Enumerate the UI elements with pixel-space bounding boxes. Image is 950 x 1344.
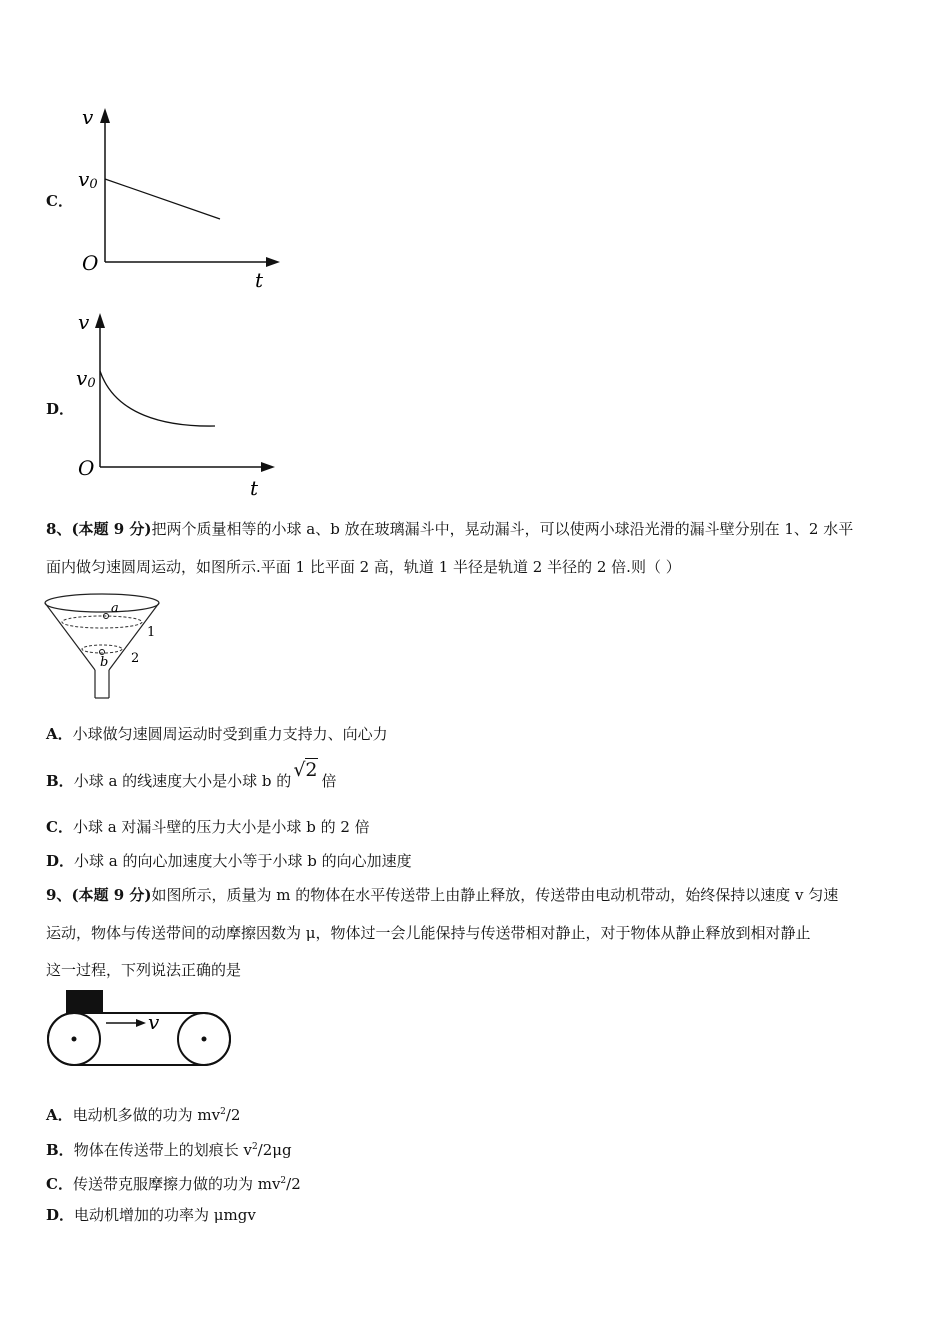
velocity-arrowhead [136,1019,146,1027]
q8-option-b: B．小球 a 的线速度大小是小球 b 的 √2 倍 [46,759,337,790]
left-pulley-axle [72,1037,77,1042]
q8-stem-line2: 面内做匀速圆周运动，如图所示.平面 1 比平面 2 高，轨道 1 半径是轨道 2 半径的 2 倍.则（ ） [46,558,681,576]
velocity-time-graph-d [70,305,290,500]
belt-left-wrap [48,1013,74,1065]
v0-label: v0 [76,366,96,391]
funnel-rim [45,594,159,612]
t-axis-arrow [261,462,275,472]
q9-option-c: C．传送带克服摩擦力做的功为 $mv^2/2$ [46,1175,301,1193]
v-axis-label: v [78,310,90,334]
belt-right-wrap [204,1013,230,1065]
decay-curve [100,371,215,426]
t-axis-label: t [250,476,259,500]
origin-label: O [78,456,95,480]
v-axis-arrow [100,108,110,123]
funnel-wall-left [45,603,95,670]
conveyor-belt-figure [40,985,240,1070]
q9-option-d: D．电动机增加的功率为 μmgv [46,1206,256,1224]
orbit-1 [62,616,142,628]
right-pulley-axle [202,1037,207,1042]
plane-1-label: 1 [147,625,156,640]
t-axis-arrow [266,257,280,267]
v0-label: v0 [78,167,98,192]
option-d-label: D． [46,400,75,418]
ball-a-label: a [111,601,119,616]
origin-label: O [82,251,99,275]
ball-b [100,650,105,655]
v-axis-arrow [95,313,105,328]
q9-option-b: B．物体在传送带上的划痕长 $v^2/2\mu g$ [46,1141,292,1159]
funnel-figure [40,588,170,703]
decreasing-line [105,179,220,219]
sqrt-2: √2 [293,759,318,781]
q8-option-a: A．小球做匀速圆周运动时受到重力支持力、向心力 [46,725,388,743]
q9-option-a: A．电动机多做的功为 $mv^2/2$ [46,1106,241,1124]
t-axis-label: t [255,268,264,292]
velocity-label: v [148,1010,160,1034]
q8-stem-line1: 8、(本题 9 分)把两个质量相等的小球 a、b 放在玻璃漏斗中，晃动漏斗，可以使两小球沿光滑的漏斗壁分别在 1、2 水平 [46,520,854,538]
q8-option-c: C．小球 a 对漏斗壁的压力大小是小球 b 的 2 倍 [46,818,370,836]
q9-stem-line1: 9、(本题 9 分)如图所示，质量为 m 的物体在水平传送带上由静止释放，传送带由电动机带动，始终保持以速度 v 匀速 [46,886,839,904]
q9-stem-line2: 运动，物体与传送带间的动摩擦因数为 μ，物体过一会儿能保持与传送带相对静止，对于物体从静止释放到相对静止 [46,924,811,942]
q8-option-d: D．小球 a 的向心加速度大小等于小球 b 的向心加速度 [46,852,412,870]
q9-stem-line3: 这一过程，下列说法正确的是 [46,961,242,979]
option-c-label: C． [46,192,73,210]
block-m [66,990,103,1014]
ball-b-label: b [100,655,109,670]
v-axis-label: v [82,105,94,129]
velocity-time-graph-c [70,100,290,295]
plane-2-label: 2 [131,651,140,666]
